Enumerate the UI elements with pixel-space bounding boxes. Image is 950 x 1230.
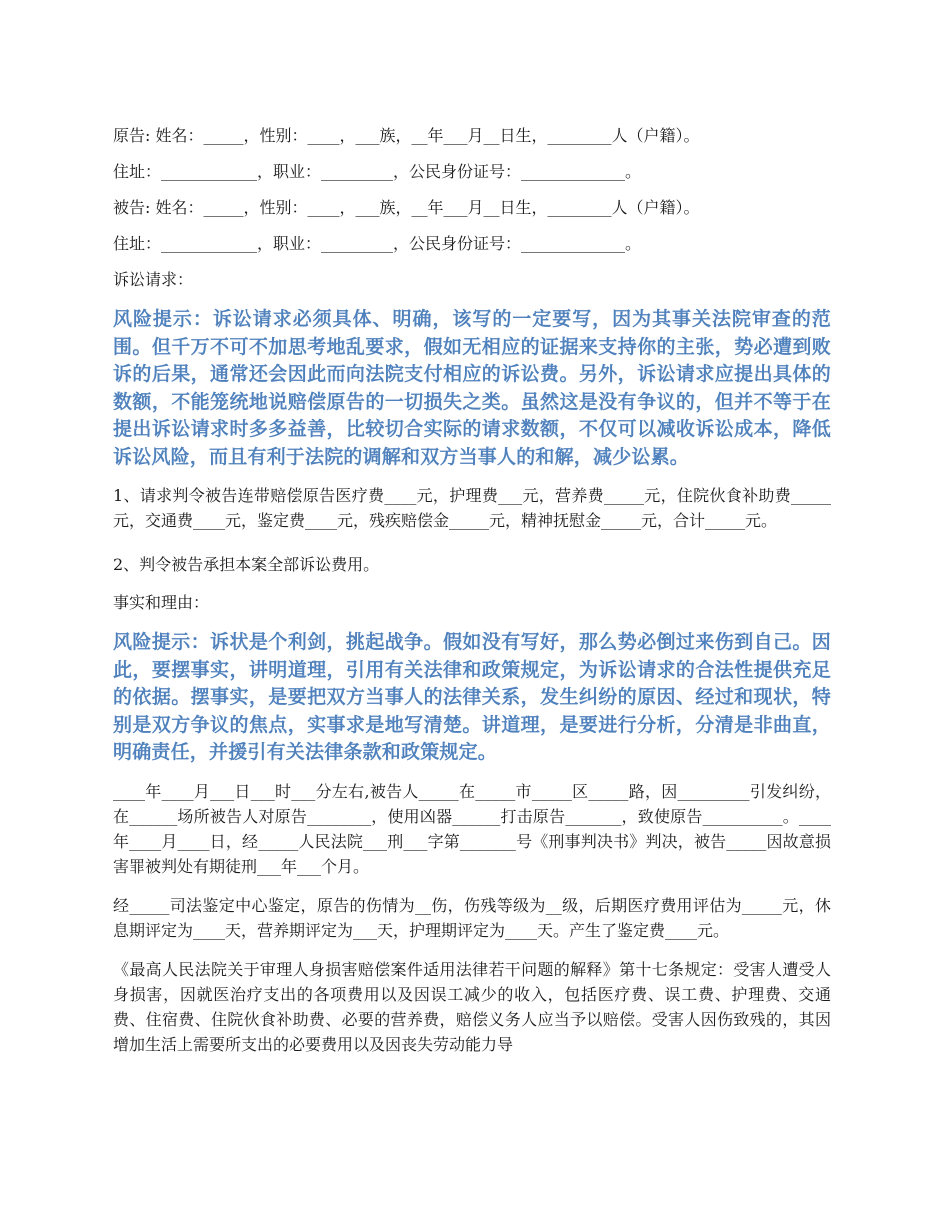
facts-heading: 事实和理由： <box>113 593 210 612</box>
defendant-address-line: 住址：____________，职业：_________，公民身份证号：_____________。 <box>113 234 642 253</box>
facts-paragraph-2: 经_____司法鉴定中心鉴定，原告的伤情为__伤，伤残等级为__级，后期医疗费用评估为_____元，休息期评定为____天，营养期评定为___天，护理期评定为____天。产生了鉴定费____元。 <box>113 895 831 940</box>
claim-item-2: 2、判令被告承担本案全部诉讼费用。 <box>113 555 380 574</box>
facts-paragraph-1: ____年____月___日___时___分左右,被告人_____在_____市_____区_____路，因_________引发纠纷，在______场所被告人对原告________，使用凶器______打击原告_______，致使原告__________。____年____月____日，经_____人民法院___刑___字第_______号《刑事判决书》判决，被告_____因故意损害罪被判处有期徒刑___年___个月。 <box>113 781 831 876</box>
facts-paragraph-3: 《最高人民法院关于审理人身损害赔偿案件适用法律若干问题的解释》第十七条规定：受害人遭受人身损害，因就医治疗支出的各项费用以及因误工减少的收入，包括医疗费、误工费、护理费、交通费、住宿费、住院伙食补助费、必要的营养费，赔偿义务人应当予以赔偿。受害人因伤致残的，其因增加生活上需要所支出的必要费用以及因丧失劳动能力导 <box>113 959 831 1054</box>
document-page <box>113 118 831 1071</box>
plaintiff-address-line: 住址：____________，职业：_________，公民身份证号：_____________。 <box>113 162 642 181</box>
defendant-info-line: 被告: 姓名：_____，性别：____，___族，__年___月__日生，________人（户籍）。 <box>113 198 700 217</box>
plaintiff-info-line: 原告: 姓名：_____，性别：____，___族，__年___月__日生，________人（户籍）。 <box>113 126 700 145</box>
claims-risk-tip: 风险提示：诉讼请求必须具体、明确，该写的一定要写，因为其事关法院审查的范围。但千万不可不加思考地乱要求，假如无相应的证据来支持你的主张，势必遭到败诉的后果，通常还会因此而向法院支付相应的诉讼费。另外，诉讼请求应提出具体的数额，不能笼统地说赔偿原告的一切损失之类。虽然这是没有争议的，但并不等于在提出诉讼请求时多多益善，比较切合实际的请求数额，不仅可以减收诉讼成本，降低诉讼风险，而且有利于法院的调解和双方当事人的和解，减少讼累。 <box>113 308 831 468</box>
claims-heading: 诉讼请求： <box>113 270 194 289</box>
facts-risk-tip: 风险提示：诉状是个利剑，挑起战争。假如没有写好，那么势必倒过来伤到自己。因此，要摆事实，讲明道理，引用有关法律和政策规定，为诉讼请求的合法性提供充足的依据。摆事实，是要把双方当事人的法律关系，发生纠纷的原因、经过和现状，特别是双方争议的焦点，实事求是地写清楚。讲道理，是要进行分析，分清是非曲直，明确责任，并援引有关法律条款和政策规定。 <box>113 631 831 763</box>
claim-item-1: 1、请求判令被告连带赔偿原告医疗费____元，护理费___元，营养费_____元，住院伙食补助费_____元，交通费____元，鉴定费____元，残疾赔偿金_____元，精神抚慰金_____元，合计_____元。 <box>113 486 831 530</box>
